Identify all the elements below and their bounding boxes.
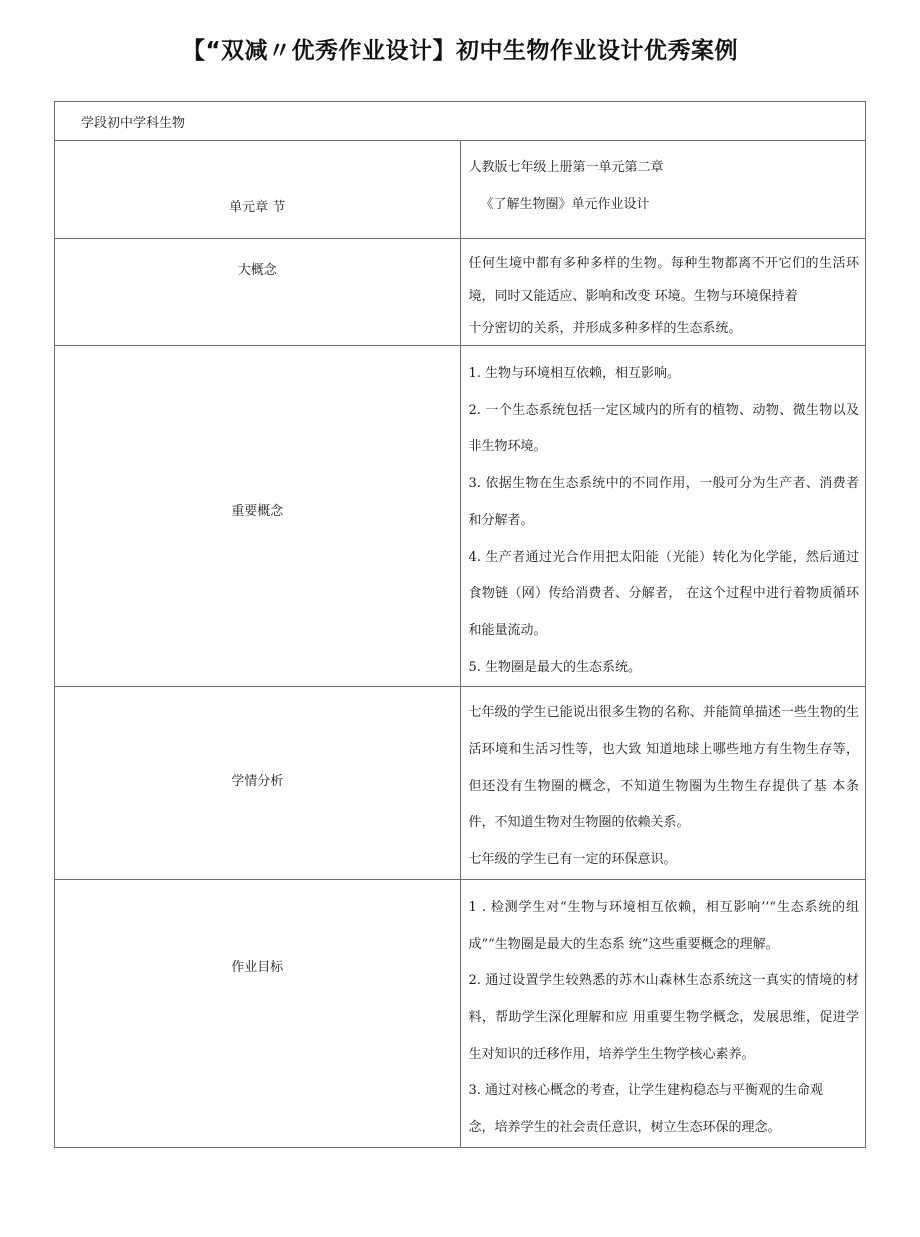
unit-label-cell xyxy=(55,141,461,239)
student-analysis-paragraph: 七年级的学生已有一定的环保意识。 xyxy=(468,852,677,868)
student-analysis-paragraph: 七年级的学生已能说出很多生物的名称、并能简单描述一些生物的生活环境和生活习性等，也大致 知道地球上哪些地方有生物生存等，但还没有生物圈的概念，不知道生物圈为生物生存提供了基 本条件，不知道生物对生物圈的依赖关系。 xyxy=(468,705,859,831)
key-concepts-label-cell xyxy=(55,346,461,687)
homework-goals-content-cell xyxy=(460,879,866,1147)
big-concept-label: 大概念 xyxy=(237,263,277,278)
homework-goal-paragraph: 1 . 检测学生对“生物与环境相互依赖，相互影响’’“生态系统的组成”“生物圈是最大的生态系 统”这些重要概念的理解。 xyxy=(468,899,859,952)
table-row xyxy=(55,346,866,687)
key-concept-item: 1. 生物与环境相互依赖，相互影响。 xyxy=(468,366,681,381)
homework-goal-paragraph: 3. 通过对核心概念的考查，让学生建构稳态与平衡观的生命观 xyxy=(468,1083,824,1099)
header-cell xyxy=(55,102,866,141)
key-concept-item: 2. 一个生态系统包括一定区域内的所有的植物、动物、微生物以及非生物环境。 xyxy=(468,402,859,455)
homework-goal-paragraph: 2. 通过设置学生较熟悉的苏木山森林生态系统这一真实的情境的材料，帮助学生深化理解和应 用重要生物学概念，发展思维，促进学生对知识的迁移作用，培养学生生物学核心素养。 xyxy=(468,973,859,1062)
student-analysis-content-cell xyxy=(460,687,866,880)
big-concept-line: 十分密切的关系，并形成多种多样的生态系统。 xyxy=(468,321,742,336)
big-concept-line: 任何生境中都有多种多样的生物。每种生物都离不开它们的生活环境，同时又能适应、影响和改变 环境。生物与环境保持着 xyxy=(468,256,859,304)
homework-goals-label: 作业目标 xyxy=(231,959,284,975)
unit-content-cell xyxy=(460,141,866,239)
key-concepts-content-cell xyxy=(460,346,866,687)
key-concept-item: 4. 生产者通过光合作用把太阳能（光能）转化为化学能，然后通过食物链（网）传给消费者、分解者， 在这个过程中进行着物质循环和能量流动。 xyxy=(468,549,859,638)
stage-subject-text: 学段初中学科生物 xyxy=(81,116,186,131)
table-row xyxy=(55,687,866,880)
key-concepts-label: 重要概念 xyxy=(231,504,284,519)
key-concept-item: 5. 生物圈是最大的生态系统。 xyxy=(468,659,642,675)
homework-goal-paragraph: 念，培养学生的社会责任意识，树立生态环保的理念。 xyxy=(468,1120,781,1136)
unit-line-title: 《了解生物圈》单元作业设计 xyxy=(480,197,650,212)
homework-design-table xyxy=(54,101,866,1148)
table-row xyxy=(55,239,866,346)
table-row xyxy=(55,102,866,141)
student-analysis-label-cell xyxy=(55,687,461,880)
homework-goals-label-cell xyxy=(55,879,461,1147)
key-concept-item: 3. 依据生物在生态系统中的不同作用，一般可分为生产者、消费者和分解者。 xyxy=(468,476,859,528)
big-concept-label-cell xyxy=(55,239,461,346)
unit-label: 单元章 节 xyxy=(229,200,286,215)
table-row xyxy=(55,879,866,1147)
student-analysis-label: 学情分析 xyxy=(231,774,284,790)
unit-line-textbook: 人教版七年级上册第一单元第二章 xyxy=(468,160,664,175)
big-concept-content-cell xyxy=(460,239,866,346)
table-row xyxy=(55,141,866,239)
document-title: 【“双减〃优秀作业设计】初中生物作业设计优秀案例 xyxy=(181,38,739,64)
